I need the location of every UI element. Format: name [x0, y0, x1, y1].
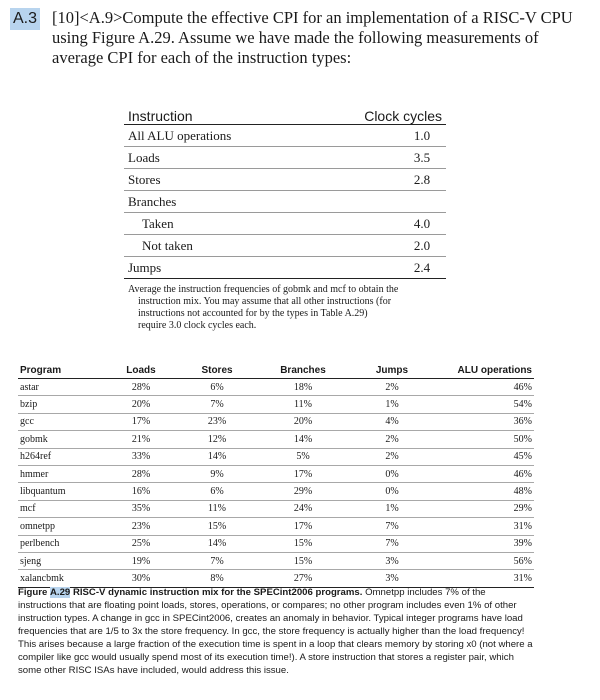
stores-value: 8%	[210, 572, 224, 584]
loads-value: 20%	[131, 399, 151, 411]
note-line: require 3.0 clock cycles each.	[138, 320, 257, 331]
note-line: Average the instruction frequencies of gobmk and mcf to obtain the	[128, 284, 399, 295]
cpi-table-row	[124, 235, 446, 257]
mix-table-row	[18, 431, 534, 448]
jumps-value: 3%	[385, 555, 399, 567]
alu-operations-value: 48%	[513, 486, 532, 498]
instruction-column-header: Instruction	[128, 108, 193, 124]
loads-value: 30%	[131, 572, 151, 584]
instruction-type: Stores	[128, 171, 161, 187]
exercise-number: A.3	[10, 8, 40, 30]
instruction-type: Not taken	[142, 237, 193, 253]
clock-cycles-value: 2.8	[413, 171, 431, 187]
branches-value: 24%	[293, 503, 313, 515]
program-name: perlbench	[20, 538, 60, 550]
alu-operations-column-header: ALU operations	[457, 364, 532, 376]
mix-table-row	[18, 553, 534, 570]
figure-label: Figure	[18, 587, 48, 598]
cpi-table	[124, 102, 446, 279]
mix-table-row	[18, 466, 534, 483]
alu-operations-value: 45%	[513, 451, 532, 463]
instruction-type: All ALU operations	[128, 127, 232, 143]
alu-operations-value: 46%	[513, 381, 532, 393]
alu-operations-value: 39%	[513, 538, 532, 550]
loads-value: 21%	[131, 433, 151, 445]
program-name: bzip	[20, 399, 38, 411]
instruction-note	[128, 284, 448, 332]
figure-ref: A.29	[50, 587, 71, 598]
program-name: h264ref	[20, 451, 52, 463]
loads-value: 28%	[131, 381, 151, 393]
jumps-value: 0%	[385, 468, 399, 480]
jumps-value: 0%	[385, 486, 399, 498]
alu-operations-value: 50%	[513, 433, 532, 445]
clock-cycles-value: 3.5	[413, 149, 431, 165]
branches-value: 11%	[294, 399, 312, 411]
clock-cycles-value: 2.4	[413, 259, 431, 275]
jumps-value: 7%	[385, 520, 399, 532]
jumps-value: 2%	[385, 451, 399, 463]
loads-value: 19%	[131, 555, 151, 567]
instruction-type: Jumps	[128, 259, 162, 275]
loads-value: 25%	[131, 538, 151, 550]
stores-value: 7%	[210, 555, 224, 567]
loads-value: 16%	[131, 486, 151, 498]
jumps-value: 2%	[385, 381, 399, 393]
stores-value: 9%	[210, 468, 224, 480]
loads-value: 17%	[131, 416, 151, 428]
jumps-column-header: Jumps	[375, 364, 409, 376]
program-column-header: Program	[20, 364, 62, 376]
program-name: hmmer	[20, 468, 49, 480]
alu-operations-value: 31%	[513, 572, 532, 584]
jumps-value: 4%	[385, 416, 399, 428]
jumps-value: 3%	[385, 572, 399, 584]
alu-operations-value: 29%	[513, 503, 532, 515]
alu-operations-value: 46%	[513, 468, 532, 480]
loads-value: 33%	[131, 451, 151, 463]
stores-value: 14%	[207, 538, 227, 550]
program-name: omnetpp	[20, 520, 55, 532]
alu-operations-value: 36%	[513, 416, 532, 428]
loads-value: 35%	[131, 503, 151, 515]
clock-cycles-column-header: Clock cycles	[364, 108, 442, 124]
program-name: xalancbmk	[20, 572, 64, 584]
loads-column-header: Loads	[126, 364, 156, 376]
mix-table-row	[18, 379, 534, 396]
stores-value: 6%	[210, 486, 224, 498]
note-line: instructions not accounted for by the types in Table A.29)	[138, 308, 368, 319]
branches-value: 20%	[293, 416, 313, 428]
stores-value: 6%	[210, 381, 224, 393]
mix-table-header	[18, 362, 534, 379]
mix-table-row	[18, 518, 534, 535]
branches-value: 5%	[296, 451, 310, 463]
cpi-table-row	[124, 147, 446, 169]
instruction-type: Loads	[128, 149, 160, 165]
program-name: gcc	[20, 416, 34, 428]
figure-caption	[18, 586, 536, 677]
program-name: mcf	[20, 503, 36, 515]
clock-cycles-value: 2.0	[413, 237, 431, 253]
stores-value: 7%	[210, 399, 224, 411]
mix-table-row	[18, 501, 534, 518]
mix-table-row	[18, 449, 534, 466]
branches-value: 15%	[293, 555, 313, 567]
instruction-mix-table	[18, 362, 534, 588]
branches-value: 15%	[293, 538, 313, 550]
loads-value: 28%	[131, 468, 151, 480]
cpi-table-row	[124, 213, 446, 235]
stores-column-header: Stores	[201, 364, 233, 376]
alu-operations-value: 31%	[513, 520, 532, 532]
jumps-value: 1%	[385, 503, 399, 515]
cpi-table-row	[124, 257, 446, 279]
jumps-value: 2%	[385, 433, 399, 445]
alu-operations-value: 56%	[513, 555, 532, 567]
branches-value: 14%	[293, 433, 313, 445]
branches-column-header: Branches	[280, 364, 326, 376]
jumps-value: 1%	[385, 399, 399, 411]
stores-value: 23%	[207, 416, 227, 428]
exercise-text: [10]<A.9>Compute the effective CPI for an implementation of a RISC-V CPU using Figure A.29. Assume we have made the following measurements of average CPI for each of the instruction types:	[52, 8, 573, 67]
cpi-table-row	[124, 169, 446, 191]
branches-value: 17%	[293, 520, 313, 532]
figure-body: Omnetpp includes 7% of the instructions that are floating point loads, stores, operations, or compares; no other program includes even 1% of other instruction types. A change in gcc in SPECint2006, creates an anomaly in behavior. Typical integer programs have load frequencies that are 1/5 to 3x the store frequency. In gcc, the store frequency is actually higher than the load frequency! This arises because a large fraction of the execution time is spent in a loop that clears memory by storing x0 (not where a compiler like gcc would usually spend most of its execution time!). A store instruction that stores a register pair, which some other RISC ISAs have included, would address this issue.	[18, 587, 533, 676]
note-line: instruction mix. You may assume that all other instructions (for	[138, 296, 392, 307]
jumps-value: 7%	[385, 538, 399, 550]
alu-operations-value: 54%	[513, 399, 532, 411]
program-name: astar	[20, 381, 39, 393]
mix-table-row	[18, 396, 534, 413]
cpi-table-header	[124, 102, 446, 125]
branches-value: 27%	[293, 572, 313, 584]
cpi-table-row	[124, 125, 446, 147]
branches-value: 17%	[293, 468, 313, 480]
stores-value: 15%	[207, 520, 227, 532]
stores-value: 12%	[207, 433, 227, 445]
stores-value: 11%	[208, 503, 226, 515]
clock-cycles-value: 1.0	[413, 127, 431, 143]
cpi-table-row	[124, 191, 446, 213]
instruction-type: Taken	[142, 215, 174, 231]
program-name: gobmk	[20, 433, 48, 445]
mix-table-row	[18, 414, 534, 431]
loads-value: 23%	[131, 520, 151, 532]
branches-value: 18%	[293, 381, 313, 393]
clock-cycles-value: 4.0	[413, 215, 431, 231]
figure-title: RISC-V dynamic instruction mix for the SPECint2006 programs.	[72, 587, 363, 598]
program-name: libquantum	[20, 486, 66, 498]
branches-value: 29%	[293, 486, 313, 498]
instruction-type: Branches	[128, 193, 177, 209]
stores-value: 14%	[207, 451, 227, 463]
program-name: sjeng	[20, 555, 42, 567]
mix-table-row	[18, 483, 534, 500]
mix-table-row	[18, 536, 534, 553]
